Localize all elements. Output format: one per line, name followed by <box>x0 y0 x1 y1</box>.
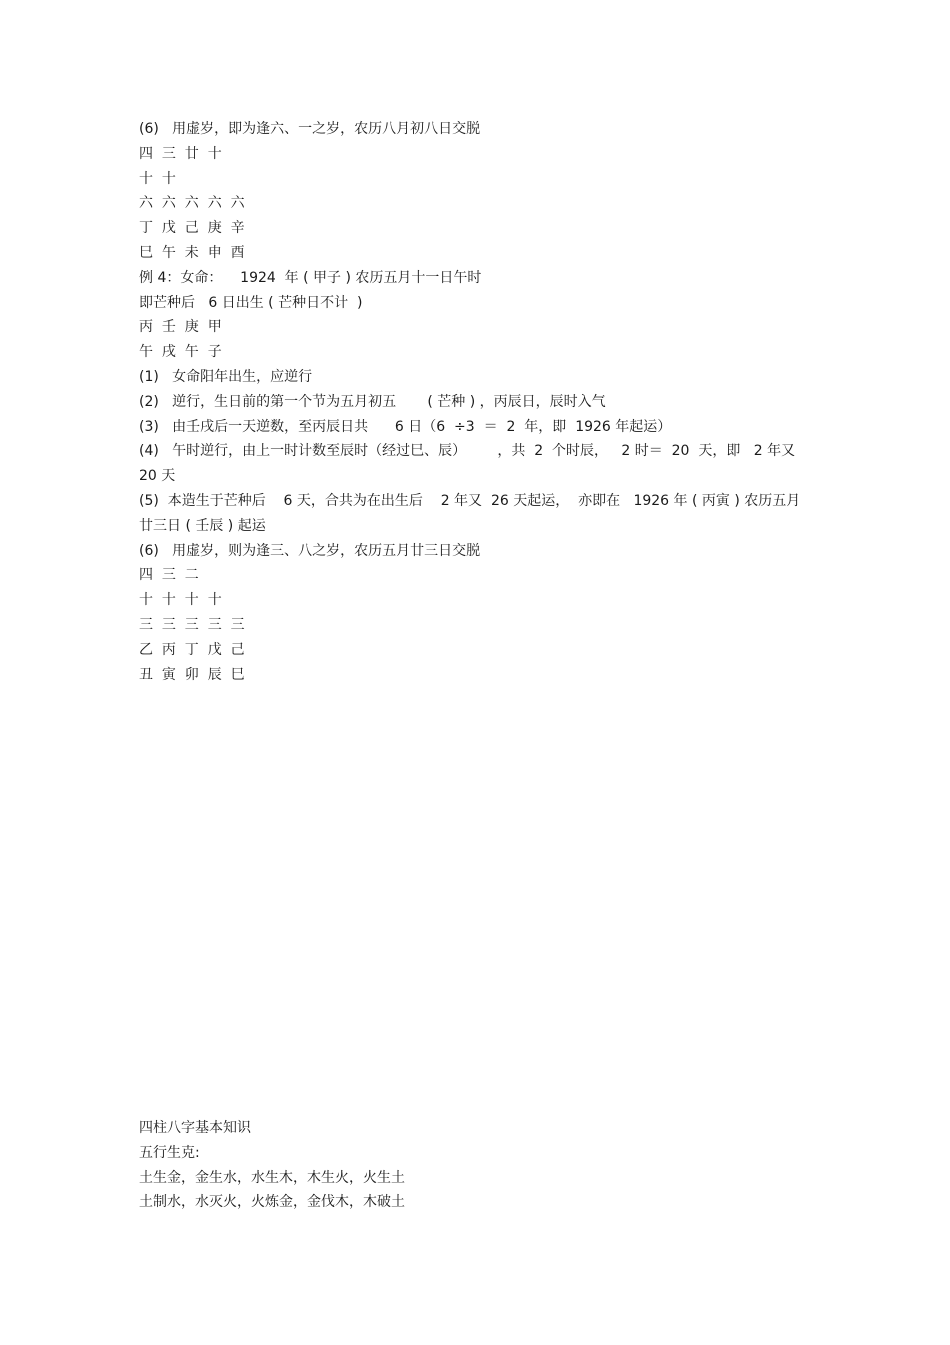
text-line: 土制水，水灭火，火炼金，金伐木，木破土 <box>139 1194 405 1211</box>
text-line: (2) 逆行，生日前的第一个节为五月初五 ( 芒种 ) ，丙辰日，辰时入气 <box>139 393 606 410</box>
text-line: (3) 由壬戌后一天逆数，至丙辰日共 6 日（6 ÷3 ＝ 2 年，即 1926 年起运） <box>139 418 672 435</box>
text-line: 五行生克: <box>139 1144 200 1161</box>
text-line: (5) 本造生于芒种后 6 天，合共为在出生后 2 年又 26 天起运， 亦即在 1926 年 ( 丙寅 ) 农历五月 <box>139 492 801 509</box>
text-line: (4) 午时逆行，由上一时计数至辰时（经过巳、辰） ，共 2 个时辰， 2 时＝ 20 天，即 2 年又 <box>139 443 796 460</box>
text-line: 例 4：女命： 1924 年 ( 甲子 ) 农历五月十一日午时 <box>139 269 482 286</box>
text-line: (1) 女命阳年出生，应逆行 <box>139 368 313 385</box>
text-line: 四 三 二 <box>139 567 199 584</box>
text-line: (6) 用虚岁，则为逢三、八之岁，农历五月廿三日交脱 <box>139 542 481 559</box>
text-line: 丁 戊 己 庚 辛 <box>139 220 245 237</box>
text-line: 巳 午 未 申 酉 <box>139 244 245 261</box>
text-line: 四 三 廿 十 <box>139 145 222 162</box>
text-line: 六 六 六 六 六 <box>139 195 245 212</box>
text-block-top <box>139 117 819 687</box>
text-line: 丙 壬 庚 甲 <box>139 319 222 336</box>
section-heading: 四柱八字基本知识 <box>139 1120 251 1136</box>
text-line: 午 戌 午 子 <box>139 344 222 361</box>
text-line: 廿三日 ( 壬辰 ) 起运 <box>139 517 266 534</box>
text-line: 十 十 <box>139 170 176 187</box>
text-line: 丑 寅 卯 辰 巳 <box>139 666 245 683</box>
text-line: 20 天 <box>139 468 176 485</box>
text-line: 即芒种后 6 日出生 ( 芒种日不计 ) <box>139 294 363 311</box>
text-line: 三 三 三 三 三 <box>139 616 245 633</box>
text-block-bottom <box>139 1116 819 1215</box>
text-line: 乙 丙 丁 戊 己 <box>139 641 245 658</box>
text-line: 土生金，金生水，水生木，木生火，火生土 <box>139 1169 405 1186</box>
text-line: (6) 用虚岁，即为逢六、一之岁，农历八月初八日交脱 <box>139 121 481 137</box>
text-line: 十 十 十 十 <box>139 592 222 609</box>
